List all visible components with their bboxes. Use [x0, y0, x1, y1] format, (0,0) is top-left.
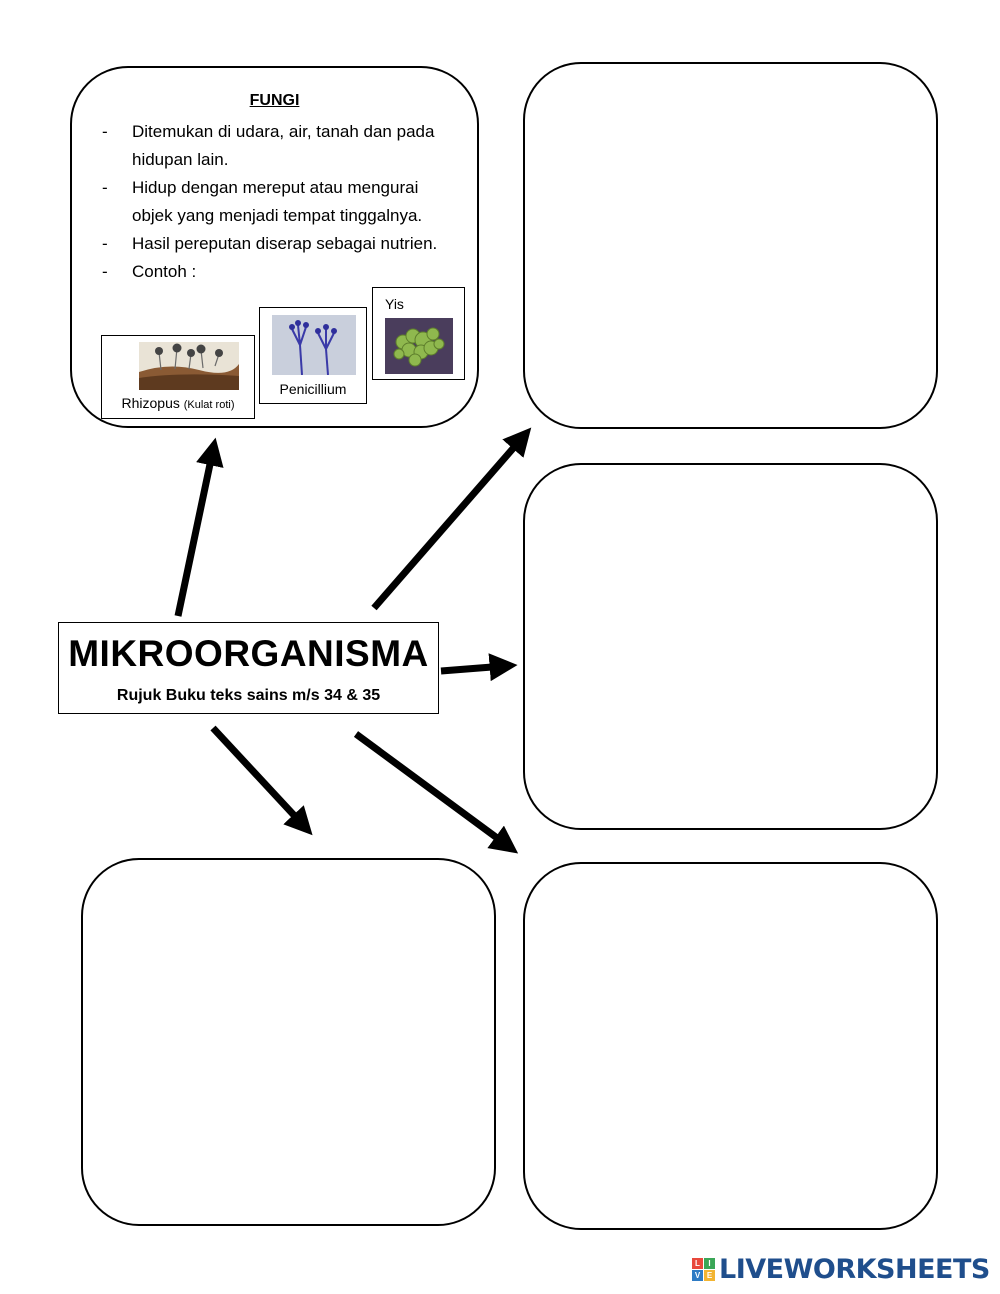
fungi-point: - Ditemukan di udara, air, tanah dan pada hidupan lain. — [102, 122, 435, 169]
arrow-to-bottom-right — [356, 734, 508, 846]
arrow-to-top-right — [374, 437, 523, 608]
rhizopus-label — [102, 395, 254, 411]
logo-text: LIVEWORKSHEETS — [719, 1253, 990, 1285]
center-subtitle: Rujuk Buku teks sains m/s 34 & 35 — [116, 687, 381, 704]
logo-letter: V — [692, 1270, 703, 1281]
arrow-to-middle-right — [441, 666, 505, 671]
fungi-point: - Contoh : — [102, 262, 197, 281]
fungi-point-text: Ditemukan di udara, air, tanah dan pada hidupan lain. — [132, 122, 435, 169]
arrow-to-bottom-left — [213, 728, 304, 826]
yis-image — [385, 318, 453, 374]
arrow-to-fungi — [178, 450, 213, 616]
fungi-point-text: Hidup dengan mereput atau mengurai objek yang menjadi tempat tinggalnya. — [132, 178, 423, 225]
rhizopus-image — [139, 342, 239, 390]
penicillium-label: Penicillium — [279, 381, 347, 397]
fungi-point-text: Contoh : — [132, 262, 197, 281]
fungi-title: FUNGI — [249, 92, 300, 109]
liveworksheets-logo — [692, 1252, 990, 1286]
rhizopus-note: (Kulat roti) — [183, 399, 235, 411]
rhizopus-name: Rhizopus — [121, 395, 180, 411]
answer-box-top-right[interactable] — [523, 62, 938, 429]
fungi-point: - Hasil pereputan diserap sebagai nutrien. — [102, 234, 438, 253]
yis-label: Yis — [385, 296, 404, 312]
answer-box-bottom-right[interactable] — [523, 862, 938, 1230]
yis-example — [372, 287, 465, 380]
fungi-point-text: Hasil pereputan diserap sebagai nutrien. — [132, 234, 438, 253]
fungi-point: - Hidup dengan mereput atau mengurai objek yang menjadi tempat tinggalnya. — [102, 178, 423, 225]
answer-box-middle-right[interactable] — [523, 463, 938, 830]
logo-icon — [692, 1258, 715, 1281]
logo-letter: I — [704, 1258, 715, 1269]
center-title: MIKROORGANISMA — [68, 633, 429, 674]
rhizopus-example — [101, 335, 255, 419]
logo-letter: E — [704, 1270, 715, 1281]
logo-letter: L — [692, 1258, 703, 1269]
answer-box-bottom-left[interactable] — [81, 858, 496, 1226]
center-topic-box — [58, 622, 439, 714]
penicillium-image — [272, 315, 356, 375]
penicillium-example — [259, 307, 367, 404]
fungi-points — [102, 118, 447, 286]
